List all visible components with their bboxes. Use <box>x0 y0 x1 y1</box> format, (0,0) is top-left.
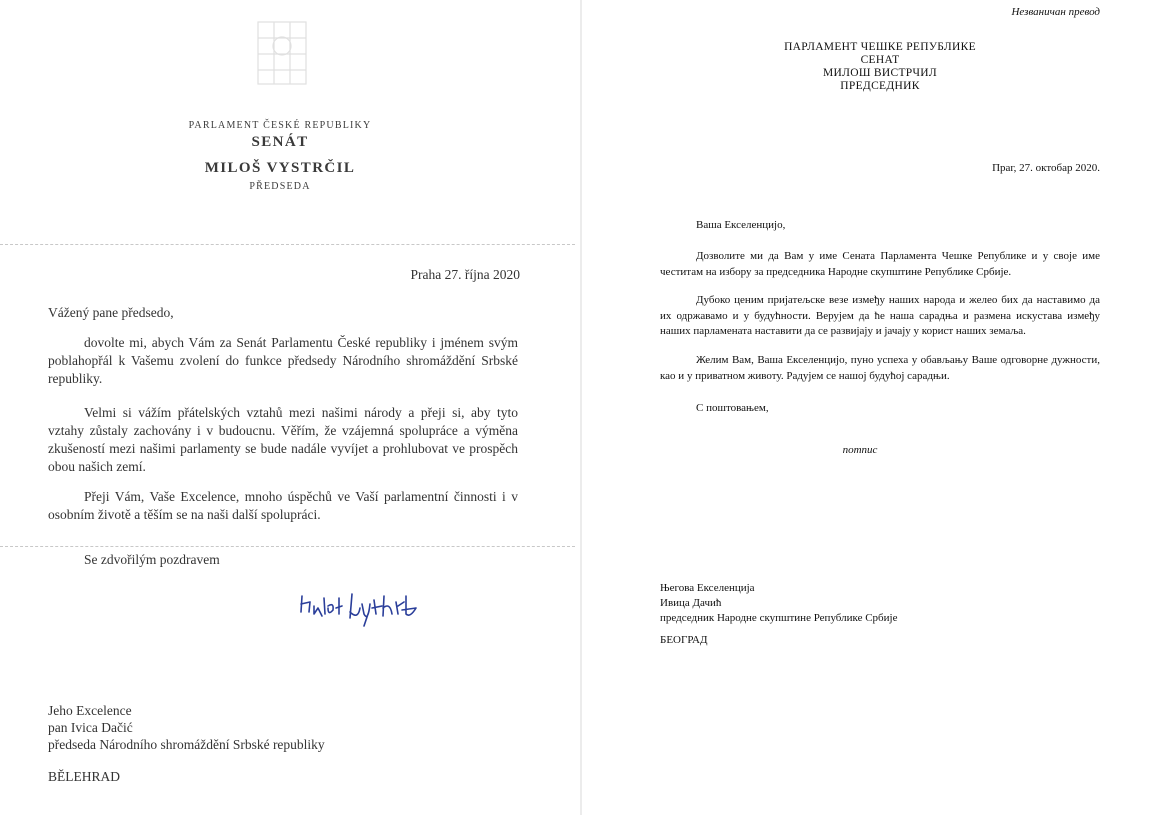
recipient-honorific: Jeho Excelence <box>48 703 132 718</box>
recipient-name: Ивица Дачић <box>660 597 722 609</box>
handwritten-signature <box>298 584 438 630</box>
header-senate: СЕНАТ <box>860 54 900 66</box>
closing: Se zdvořilým pozdravem <box>84 552 220 567</box>
translation-note: Незваничан превод <box>1011 6 1100 18</box>
letterhead-parliament: PARLAMENT ČESKÉ REPUBLIKY <box>188 120 372 131</box>
recipient-city: BĚLEHRAD <box>48 769 120 784</box>
recipient-honorific: Његова Екселенција <box>660 582 755 594</box>
letterhead-name: MILOŠ VYSTRČIL <box>204 160 356 176</box>
letterhead-title: PŘEDSEDA <box>249 181 311 192</box>
page-fold <box>580 0 582 815</box>
paragraph-3: Желим Вам, Ваша Екселенцијо, пуно успеха у обављању Ваше одговорне дужности, као и у приватном животу. Радујем се нашој будућој сарадњи. <box>660 354 1100 382</box>
serbian-translation <box>580 0 1159 815</box>
letter-date: Праг, 27. октобар 2020. <box>992 162 1100 174</box>
senate-emblem-icon <box>254 18 310 88</box>
letterhead-senate: SENÁT <box>251 134 309 150</box>
recipient-title: председник Народне скупштине Републике Србије <box>660 612 898 624</box>
closing: С поштовањем, <box>696 402 769 414</box>
header-name: МИЛОШ ВИСТРЧИЛ <box>823 67 937 79</box>
paragraph-2: Дубоко ценим пријатељске везе између наших народа и желео бих да наставимо да их одржавамо и у будућности. Верујем да ће наша сарадња и размена искустава између наших парламената наставити да се развијају и јачају у корист наших земаља. <box>660 294 1100 337</box>
recipient-name: pan Ivica Dačić <box>48 720 133 735</box>
letter-date: Praha 27. října 2020 <box>410 267 520 282</box>
salutation: Ваша Екселенцијо, <box>696 219 786 231</box>
recipient-city: БЕОГРАД <box>660 634 708 646</box>
paragraph-2: Velmi si vážím přátelských vztahů mezi našimi národy a přeji si, aby tyto vztahy zůstaly zachovány i v budoucnu. Věřím, že vzájemná spolupráce a výměna zkušeností mezi našimi parlamenty se bude nadále vyvíjet a prohlubovat ve prospěch obou našich zemí. <box>48 405 518 474</box>
recipient-title: předseda Národního shromáždění Srbské republiky <box>48 737 325 752</box>
header-divider <box>0 244 575 245</box>
paragraph-1: dovolte mi, abych Vám za Senát Parlamentu České republiky i jménem svým poblahopřál k Vašemu zvolení do funkce předsedy Národního shromáždění Srbské republiky. <box>48 335 518 386</box>
signature-placeholder: потпис <box>842 444 878 456</box>
paragraph-1: Дозволите ми да Вам у име Сената Парламента Чешке Републике и у своје име честитам на избору за председника Народне скупштине Републике Србије. <box>660 250 1100 278</box>
salutation: Vážený pane předsedo, <box>48 305 174 320</box>
paragraph-3: Přeji Vám, Vaše Excelence, mnoho úspěchů ve Vaší parlamentní činnosti i v osobním životě a těším se na naši další spolupráci. <box>48 489 518 522</box>
fold-divider <box>0 546 575 547</box>
header-parliament: ПАРЛАМЕНТ ЧЕШКЕ РЕПУБЛИКЕ <box>784 41 976 53</box>
header-title: ПРЕДСЕДНИК <box>840 80 920 92</box>
